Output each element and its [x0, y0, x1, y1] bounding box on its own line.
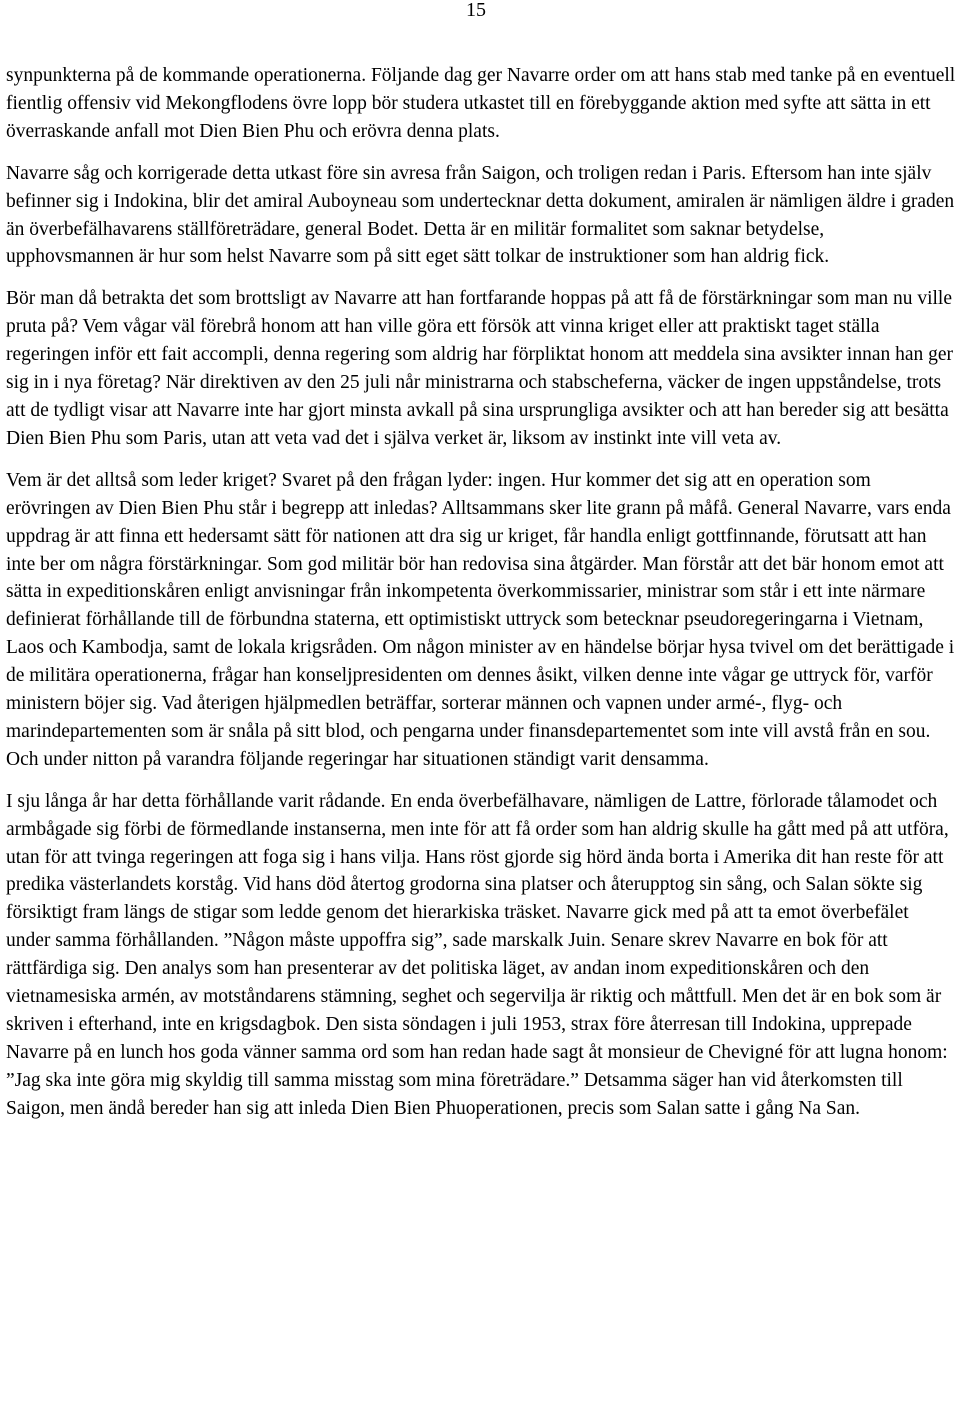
- paragraph-1: synpunkterna på de kommande operationerna. Följande dag ger Navarre order om att hans stab med tanke på en eventuell fientlig offensiv vid Mekongflodens övre lopp bör studera utkastet till en förebyggande aktion med syfte att sätta in ett överraskande anfall mot Dien Bien Phu och erövra denna plats.: [6, 65, 956, 142]
- paragraph-3: Bör man då betrakta det som brottsligt av Navarre att han fortfarande hoppas på att få de förstärkningar som man nu ville pruta på? Vem vågar väl förebrå honom att han ville göra ett försök att vinna kriget eller att praktiskt taget ställa regeringen inför ett fait accompli, denna regering som aldrig har förpliktat honom att meddela sina avsikter innan han ger sig in i nya företag? När direktiven av den 25 juli når ministrarna och stabscheferna, väcker de ingen uppståndelse, trots att de tydligt visar att Navarre inte har gjort minsta avkall på sina ursprungliga avsikter och att han bereder sig att besätta Dien Bien Phu som Paris, utan att veta vad det i själva verket är, liksom av instinkt inte vill veta av.: [6, 288, 954, 449]
- paragraph-4: Vem är det alltså som leder kriget? Svaret på den frågan lyder: ingen. Hur kommer det sig att en operation som erövringen av Dien Bien Phu står i begrepp att inledas? Alltsammans sker lite grann på måfå. General Navarre, vars enda uppdrag är att finna ett hedersamt sätt för nationen att dra sig ur kriget, får handla enligt gottfinnande, förutsatt att han inte ber om några förstärkningar. Som god militär bör han redovisa sina åtgärder. Man förstår att det bär honom emot att sätta in expeditionskåren enligt anvisningar från inkompetenta överkommissarier, ministrar som står i ett inte närmare definierat förhållande till de förbundna staterna, ett optimistiskt uttryck som betecknar pseudoregeringarna i Vietnam, Laos och Kambodja, samt de lokala krigsråden. Om någon minister av en händelse börjar hysa tvivel om det berättigade i de militära operationerna, frågar han konseljpresidenten om dennes åsikt, vilken denne inte vågar ge uttryck för, varför ministern böjer sig. Vad återigen hjälpmedlen beträffar, sorterar männen och vapnen under armé-, flyg- och marindepartementen som är snåla på sitt blod, och pengarna under finansdepartementet som inte vill avstå från en sou. Och under nitton på varandra följande regeringar har situationen ständigt varit densamma.: [6, 469, 955, 770]
- body-text: [6, 62, 956, 1137]
- paragraph-5: I sju långa år har detta förhållande varit rådande. En enda överbefälhavare, nämligen de Lattre, förlorade tålamodet och armbågade sig förbi de förmedlande instanserna, men inte för att få order som han aldrig skulle ha gått med på att utföra, utan för att tvinga regeringen att foga sig i hans vilja. Hans röst gjorde sig hörd ända borta i Amerika dit han reste för att predika västerlandets korståg. Vid hans död återtog grodorna sina platser och återupptog sin sång, och Salan sökte sig försiktigt fram längs de stigar som ledde genom det hierarkiska träsket. Navarre gick med på att ta emot överbefälet under samma förhållanden. ”Någon måste uppoffra sig”, sade marskalk Juin. Senare skrev Navarre en bok för att rättfärdiga sig. Den analys som han presenterar av det politiska läget, av andan inom expeditionskåren och den vietnamesiska armén, av motståndarens stämning, seghet och segervilja är riktig och måttfull. Men det är en bok som är skriven i efterhand, inte en krigsdagbok. Den sista söndagen i juli 1953, strax före återresan till Indokina, upprepade Navarre på en lunch hos goda vänner samma ord som han redan hade sagt åt monsieur de Chevigné för att lugna honom: ”Jag ska inte göra mig skyldig till samma misstag som mina företrädare.” Detsamma säger han vid återkomsten till Saigon, men ändå bereder han sig att inleda Dien Bien Phuoperationen, precis som Salan satte i gång Na San.: [6, 790, 949, 1119]
- page-number: 15: [466, 0, 486, 21]
- paragraph-2: Navarre såg och korrigerade detta utkast före sin avresa från Saigon, och troligen redan i Paris. Eftersom han inte själv befinner sig i Indokina, blir det amiral Auboyneau som undertecknar detta dokument, amiralen är nämligen äldre i graden än överbefälhavarens ställföreträdare, general Bodet. Detta är en militär formalitet som saknar betydelse, upphovsmannen är hur som helst Navarre som på sitt eget sätt tolkar de instruktioner som han aldrig fick.: [6, 162, 955, 268]
